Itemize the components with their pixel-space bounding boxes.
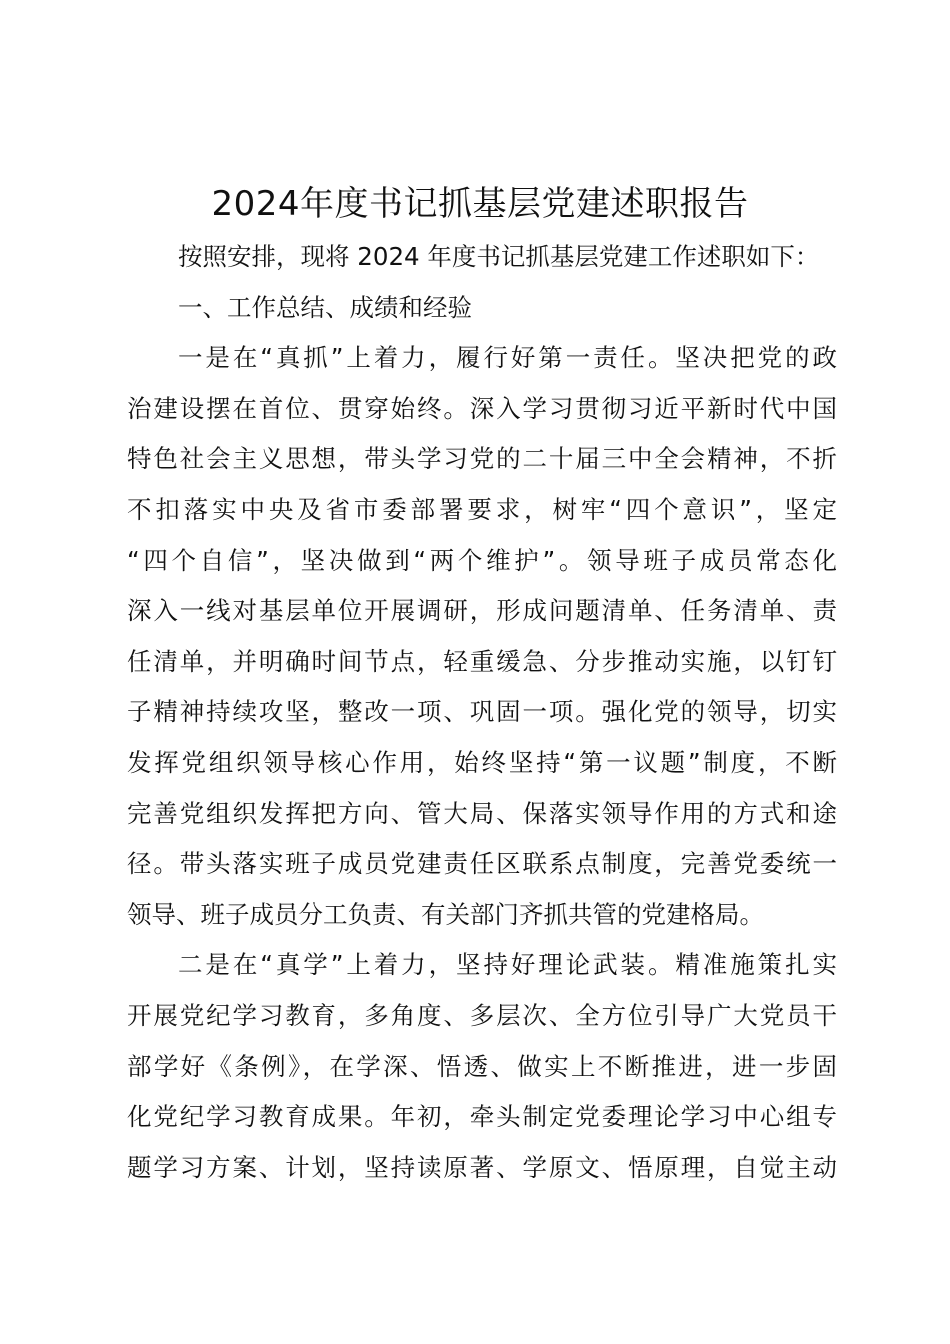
document-body bbox=[127, 232, 837, 1193]
text-line: 化党纪学习教育成果。年初，牵头制定党委理论学习中心组专 bbox=[127, 1102, 837, 1132]
text-line: 领导、班子成员分工负责、有关部门齐抓共管的党建格局。 bbox=[127, 899, 764, 929]
text-line: 一、工作总结、成绩和经验 bbox=[178, 292, 472, 322]
text-line: 任清单，并明确时间节点，轻重缓急、分步推动实施，以钉钉 bbox=[127, 646, 837, 676]
text-line: “四个自信”，坚决做到“两个维护”。领导班子成员常态化 bbox=[127, 545, 837, 575]
text-line: 完善党组织发挥把方向、管大局、保落实领导作用的方式和途 bbox=[127, 798, 837, 828]
text-line: 题学习方案、计划，坚持读原著、学原文、悟原理，自觉主动 bbox=[127, 1152, 837, 1182]
text-line: 径。带头落实班子成员党建责任区联系点制度，完善党委统一 bbox=[127, 849, 837, 879]
text-line: 子精神持续攻坚，整改一项、巩固一项。强化党的领导，切实 bbox=[127, 697, 837, 727]
text-line: 一是在“真抓”上着力，履行好第一责任。坚决把党的政 bbox=[178, 343, 837, 373]
text-line: 深入一线对基层单位开展调研，形成问题清单、任务清单、责 bbox=[127, 596, 837, 626]
text-line: 按照安排，现将 2024 年度书记抓基层党建工作述职如下： bbox=[178, 242, 820, 271]
text-line: 治建设摆在首位、贯穿始终。深入学习贯彻习近平新时代中国 bbox=[127, 393, 837, 423]
text-line: 特色社会主义思想，带头学习党的二十届三中全会精神，不折 bbox=[127, 444, 837, 474]
text-line: 不扣落实中央及省市委部署要求，树牢“四个意识”，坚定 bbox=[127, 494, 837, 524]
document-title: 2024年度书记抓基层党建述职报告 bbox=[211, 184, 749, 224]
text-line: 发挥党组织领导核心作用，始终坚持“第一议题”制度，不断 bbox=[127, 747, 837, 777]
text-line: 二是在“真学”上着力，坚持好理论武装。精准施策扎实 bbox=[178, 950, 837, 980]
text-line: 部学好《条例》，在学深、悟透、做实上不断推进，进一步固 bbox=[127, 1051, 837, 1081]
text-line: 开展党纪学习教育，多角度、多层次、全方位引导广大党员干 bbox=[127, 1000, 837, 1030]
